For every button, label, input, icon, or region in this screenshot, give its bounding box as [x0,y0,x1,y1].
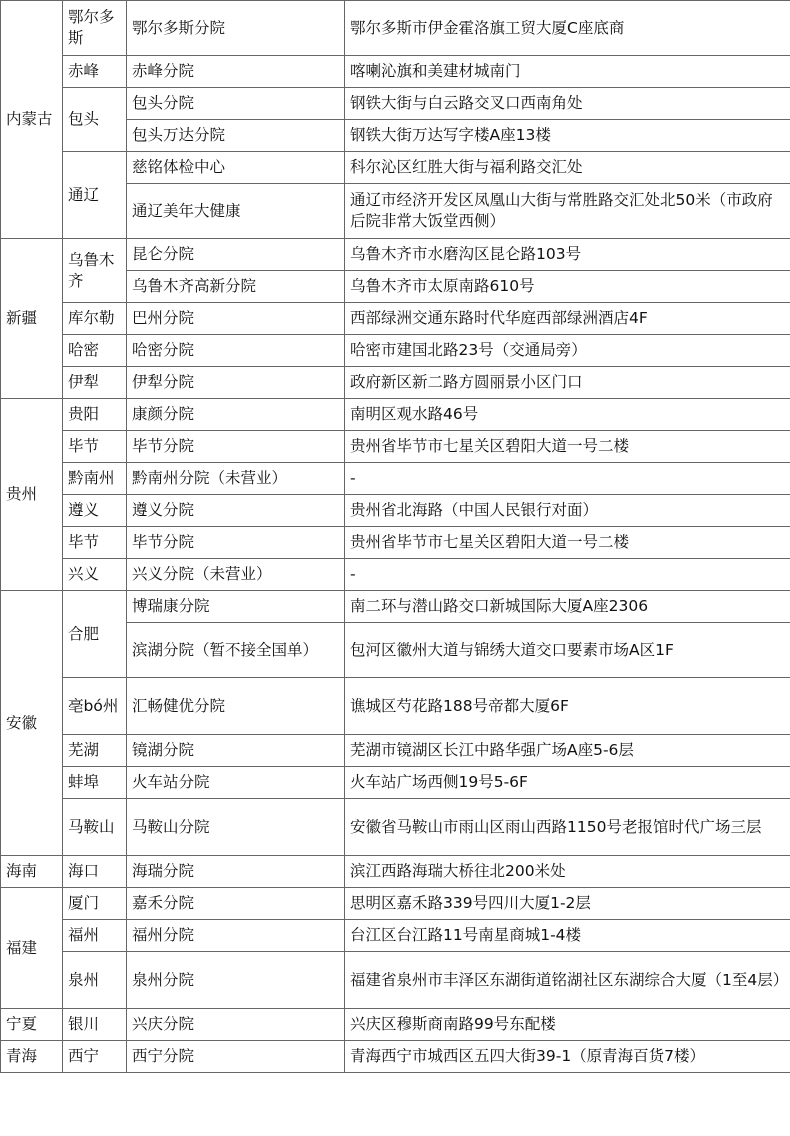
table-row [1,367,790,399]
city-cell: 库尔勒 [63,303,127,335]
table-body [1,1,790,1073]
branch-address-cell: 火车站广场西侧19号5-6F [345,767,790,799]
branch-address-cell: 谯城区芍花路188号帝都大厦6F [345,678,790,735]
table-row [1,1009,790,1041]
branch-address-cell: 乌鲁木齐市太原南路610号 [345,271,790,303]
branch-name-cell: 西宁分院 [127,1041,345,1073]
branch-address-cell: - [345,559,790,591]
table-row [1,735,790,767]
branch-name-cell: 包头分院 [127,88,345,120]
city-cell: 合肥 [63,591,127,678]
branch-name-cell: 嘉禾分院 [127,888,345,920]
table-row [1,767,790,799]
table-row [1,1041,790,1073]
table-row [1,56,790,88]
city-cell: 遵义 [63,495,127,527]
branch-address-cell: 哈密市建国北路23号（交通局旁） [345,335,790,367]
branch-address-cell: 贵州省毕节市七星关区碧阳大道一号二楼 [345,527,790,559]
branch-address-cell: 通辽市经济开发区凤凰山大街与常胜路交汇处北50米（市政府后院非常大饭堂西侧） [345,184,790,239]
table-row [1,920,790,952]
city-cell: 马鞍山 [63,799,127,856]
table-row [1,591,790,623]
branch-address-cell: 滨江西路海瑞大桥往北200米处 [345,856,790,888]
branch-name-cell: 鄂尔多斯分院 [127,1,345,56]
province-cell: 海南 [1,856,63,888]
city-cell: 通辽 [63,152,127,239]
city-cell: 西宁 [63,1041,127,1073]
branch-name-cell: 福州分院 [127,920,345,952]
table-row [1,88,790,120]
province-cell: 贵州 [1,399,63,591]
branch-address-cell: 喀喇沁旗和美建材城南门 [345,56,790,88]
branch-name-cell: 汇畅健优分院 [127,678,345,735]
branch-name-cell: 毕节分院 [127,431,345,463]
table-row [1,152,790,184]
table-row [1,495,790,527]
branch-address-cell: 南明区观水路46号 [345,399,790,431]
branch-address-cell: 贵州省北海路（中国人民银行对面） [345,495,790,527]
city-cell: 银川 [63,1009,127,1041]
table-row [1,678,790,735]
city-cell: 蚌埠 [63,767,127,799]
branch-name-cell: 海瑞分院 [127,856,345,888]
branch-name-cell: 包头万达分院 [127,120,345,152]
branch-name-cell: 遵义分院 [127,495,345,527]
city-cell: 包头 [63,88,127,152]
branch-name-cell: 火车站分院 [127,767,345,799]
city-cell: 贵阳 [63,399,127,431]
branch-name-cell: 慈铭体检中心 [127,152,345,184]
branch-name-cell: 昆仑分院 [127,239,345,271]
table-row [1,399,790,431]
branch-name-cell: 巴州分院 [127,303,345,335]
branch-address-cell: 台江区台江路11号南星商城1-4楼 [345,920,790,952]
branch-address-cell: 青海西宁市城西区五四大街39-1（原青海百货7楼） [345,1041,790,1073]
branch-name-cell: 毕节分院 [127,527,345,559]
branch-address-cell: 钢铁大街与白云路交叉口西南角处 [345,88,790,120]
table-row [1,952,790,1009]
table-row [1,559,790,591]
branch-name-cell: 滨湖分院（暂不接全国单） [127,623,345,678]
branch-name-cell: 马鞍山分院 [127,799,345,856]
city-cell: 乌鲁木齐 [63,239,127,303]
branch-name-cell: 兴义分院（未营业） [127,559,345,591]
branch-name-cell: 泉州分院 [127,952,345,1009]
branch-name-cell: 康颜分院 [127,399,345,431]
branch-address-cell: 鄂尔多斯市伊金霍洛旗工贸大厦C座底商 [345,1,790,56]
branch-address-cell: 贵州省毕节市七星关区碧阳大道一号二楼 [345,431,790,463]
branch-name-cell: 黔南州分院（未营业） [127,463,345,495]
city-cell: 兴义 [63,559,127,591]
table-row [1,335,790,367]
table-row [1,1,790,56]
table-row [1,856,790,888]
city-cell: 亳bó州 [63,678,127,735]
table-row [1,799,790,856]
city-cell: 毕节 [63,431,127,463]
branch-address-cell: - [345,463,790,495]
branch-address-cell: 西部绿洲交通东路时代华庭西部绿洲酒店4F [345,303,790,335]
table-row [1,239,790,271]
city-cell: 哈密 [63,335,127,367]
table-row [1,303,790,335]
branch-name-cell: 哈密分院 [127,335,345,367]
branch-name-cell: 兴庆分院 [127,1009,345,1041]
branch-address-cell: 钢铁大街万达写字楼A座13楼 [345,120,790,152]
branch-address-cell: 南二环与潜山路交口新城国际大厦A座2306 [345,591,790,623]
city-cell: 赤峰 [63,56,127,88]
branch-address-cell: 思明区嘉禾路339号四川大厦1-2层 [345,888,790,920]
table-row [1,527,790,559]
city-cell: 黔南州 [63,463,127,495]
table-row [1,888,790,920]
city-cell: 福州 [63,920,127,952]
table-row [1,463,790,495]
province-cell: 青海 [1,1041,63,1073]
city-cell: 泉州 [63,952,127,1009]
branch-address-cell: 科尔沁区红胜大街与福利路交汇处 [345,152,790,184]
branch-name-cell: 乌鲁木齐高新分院 [127,271,345,303]
branch-address-cell: 福建省泉州市丰泽区东湖街道铭湖社区东湖综合大厦（1至4层） [345,952,790,1009]
province-cell: 内蒙古 [1,1,63,239]
branch-address-cell: 政府新区新二路方圆丽景小区门口 [345,367,790,399]
city-cell: 厦门 [63,888,127,920]
province-cell: 福建 [1,888,63,1009]
province-cell: 新疆 [1,239,63,399]
branch-address-cell: 包河区徽州大道与锦绣大道交口要素市场A区1F [345,623,790,678]
city-cell: 芜湖 [63,735,127,767]
branch-address-cell: 乌鲁木齐市水磨沟区昆仑路103号 [345,239,790,271]
city-cell: 毕节 [63,527,127,559]
branch-address-cell: 兴庆区穆斯商南路99号东配楼 [345,1009,790,1041]
city-cell: 鄂尔多斯 [63,1,127,56]
branch-name-cell: 镜湖分院 [127,735,345,767]
province-cell: 宁夏 [1,1009,63,1041]
city-cell: 伊犁 [63,367,127,399]
table-row [1,431,790,463]
branch-name-cell: 赤峰分院 [127,56,345,88]
branch-name-cell: 通辽美年大健康 [127,184,345,239]
branch-address-cell: 安徽省马鞍山市雨山区雨山西路1150号老报馆时代广场三层 [345,799,790,856]
branch-name-cell: 博瑞康分院 [127,591,345,623]
branch-name-cell: 伊犁分院 [127,367,345,399]
city-cell: 海口 [63,856,127,888]
branch-address-cell: 芜湖市镜湖区长江中路华强广场A座5-6层 [345,735,790,767]
province-cell: 安徽 [1,591,63,856]
